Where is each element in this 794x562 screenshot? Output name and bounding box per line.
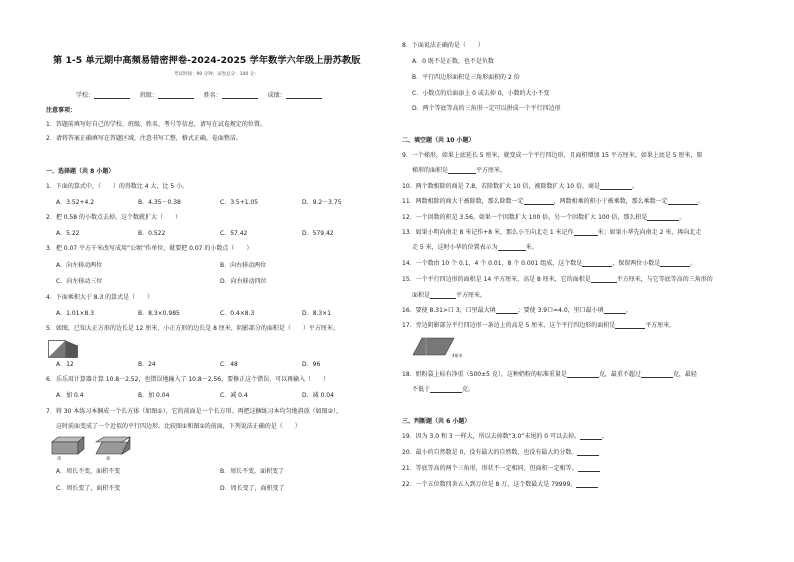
field-name-blank[interactable] <box>222 92 258 99</box>
q9-line1: 9．一个梯形，如果上底延长 5 厘米，就变成一个平行四边形，且面积增加 15 平方厘米，如果上底是 5 厘米，原 <box>402 152 703 159</box>
q15-text-d: 平方厘米。 <box>456 292 487 299</box>
q14-text-c: 。 <box>690 260 697 267</box>
q2-opt-c[interactable]: C．57.42 <box>220 230 248 237</box>
q2-opt-d[interactable]: D．579.42 <box>302 230 334 237</box>
q7-fig-label-2: ② <box>106 456 111 462</box>
q9-line2 <box>412 167 506 174</box>
q15-line1 <box>402 276 713 283</box>
q5-opt-a[interactable]: A．12 <box>56 361 74 368</box>
exam-info: 考试时间：90 分钟；试卷总分：100 分； <box>174 72 259 77</box>
q16-text-c: 。 <box>625 307 632 314</box>
q13-line1 <box>402 229 701 236</box>
q15-blank-2[interactable] <box>430 292 456 299</box>
q2-opt-b[interactable]: B．0.522 <box>138 230 166 237</box>
q11-blank-1[interactable] <box>524 198 554 205</box>
q13-text-c: 走 5 米，这时小华的位置表示为 <box>412 244 498 251</box>
q1-opt-a[interactable]: A．3.52+4.2 <box>56 199 95 206</box>
q18-blank-1[interactable] <box>567 371 599 378</box>
q7-opt-b[interactable]: B．周长不变，面积变了 <box>220 468 285 475</box>
q10-text-b: 。 <box>631 183 638 190</box>
q7-stem-line2: 这时前面变成了一个近似的平行四边形。比较图①和图②的前面，下列说法正确的是（ ） <box>56 423 301 430</box>
q17-blank[interactable] <box>615 322 645 329</box>
q6-opt-d[interactable]: D．减 0.04 <box>302 392 334 399</box>
q18-text-c: 克，最轻 <box>672 371 697 378</box>
field-name-label: 姓名： <box>203 92 222 99</box>
q11-text-a: 11．两数相除的商大于被除数，那么除数一定 <box>402 198 524 205</box>
q3-stem: 3．把 0.07 平方千米改写成用“公顷”作单位，就要把 0.07 的小数点（ ） <box>46 245 253 252</box>
field-class-label: 班级： <box>139 92 158 99</box>
q19-text-end: 。 <box>602 433 609 440</box>
q14-text-a: 14．一个数由 10 个 0.1，4 个 0.01，8 个 0.001 组成，这个数是 <box>402 260 583 267</box>
q13-text-d: 米。 <box>525 244 538 251</box>
q6-opt-c[interactable]: C．减 0.4 <box>220 392 248 399</box>
q20 <box>402 449 599 456</box>
q1-opt-d[interactable]: D．9.2－3.75 <box>302 199 342 206</box>
q19-text: 19．因为 3.0 和 3 一样大，所以去掉数“3.0”末尾的 0 可以去掉。 <box>402 433 581 440</box>
q17-text-a: 17．旁边阴影部分平行四边形一条边上的高是 5 厘米，这个平行四边形的面积是 <box>402 322 616 329</box>
q15-text-a: 15．一个平行四边形的面积是 14 平方厘米，高是 8 厘米，它的面积是 <box>402 276 591 283</box>
field-score-label: 成绩： <box>267 92 286 99</box>
q21-text: 21．等底等高的两个三角形，形状不一定相同，但面积一定相等。 <box>402 465 578 472</box>
q14 <box>402 260 696 267</box>
q7-opt-d[interactable]: D．周长变了，面积变了 <box>220 485 285 492</box>
q17-figure-parallelogram <box>412 335 456 357</box>
q15-text-c: 面积是 <box>412 292 431 299</box>
q9-blank[interactable] <box>448 167 476 174</box>
q2-opt-a[interactable]: A．5.22 <box>56 230 80 237</box>
q15-text-b: 平方厘米，与它等底等高的三角形的 <box>616 276 713 283</box>
notice-1: 1．答题前填写好自己的学校、班级、姓名、考号等信息，请写在试卷规定的位置。 <box>46 121 266 128</box>
q14-blank-2[interactable] <box>660 260 690 267</box>
q22 <box>402 481 598 488</box>
notice-2: 2．请将答案正确填写在答题区域，注意书写工整，格式正确，卷面整洁。 <box>46 135 242 142</box>
q5-figure-squares <box>48 336 94 358</box>
q5-opt-c[interactable]: C．48 <box>220 361 238 368</box>
q18-blank-3[interactable] <box>430 386 462 393</box>
q16-text-b: ；要使 3.9口≈4.0，里口最小填 <box>517 307 604 314</box>
q21-blank[interactable] <box>578 465 600 472</box>
q11-blank-2[interactable] <box>668 198 698 205</box>
q4-opt-c[interactable]: C．0.4×8.3 <box>220 310 255 317</box>
q12 <box>402 214 685 221</box>
section-choice-title: 一、选择题（共 8 小题） <box>46 168 115 175</box>
q4-stem: 4．下面乘积大于 8.3 的算式是（ ） <box>46 294 154 301</box>
notice-title: 注意事项： <box>46 107 77 114</box>
q18-line1 <box>402 371 697 378</box>
q10-text-a: 10．两个数相除的商是 7.8，若除数扩大 10 倍，被除数扩大 10 倍，商是 <box>402 183 600 190</box>
q11-text-c: 。 <box>697 198 704 205</box>
q7-opt-c[interactable]: C．周长变了，面积不变 <box>56 485 121 492</box>
q18-text-e: 克。 <box>462 386 475 393</box>
q13-blank-2[interactable] <box>498 244 526 251</box>
q8-stem: 8．下面说法正确的是（ ） <box>402 42 484 49</box>
q12-blank[interactable] <box>647 214 679 221</box>
q13-line2 <box>412 244 538 251</box>
q7-figure-books <box>50 434 134 460</box>
q19 <box>402 433 608 440</box>
q1-opt-c[interactable]: C．3.5+1.05 <box>220 199 259 206</box>
q18-text-a: 18．奶粉袋上标有净重（500±5 克），这种奶粉的标准重量是 <box>402 371 567 378</box>
q10 <box>402 183 638 190</box>
field-school-blank[interactable] <box>94 92 130 99</box>
q1-stem: 1．下面的算式中，（ ）的得数比 4 大，比 5 小。 <box>46 183 189 190</box>
q15-line2 <box>412 292 486 299</box>
q8-opt-b[interactable]: B．平行四边形面积是三角形面积的 2 倍 <box>412 74 520 81</box>
q7-stem-line1: 7．将 30 本练习本捆成一个长方体（如图①），它的前面是一个长方形。再把这捆练习本均匀地斜放（如图②）， <box>46 408 343 415</box>
q10-blank[interactable] <box>600 183 632 190</box>
q17-text-b: 平方厘米。 <box>645 322 676 329</box>
q8-opt-a[interactable]: A．0 既不是正数，也不是负数 <box>412 58 494 65</box>
q3-opt-a[interactable]: A．向左移动两位 <box>56 262 103 269</box>
q21 <box>402 465 600 472</box>
q18-text-b: 克，最重不超过 <box>598 371 641 378</box>
q13-text-a: 13．如果小明向南走 8 米记作+8 米，那么小王向北走 1 米记作 <box>402 229 574 236</box>
q22-blank[interactable] <box>576 481 598 488</box>
q16-text-a: 16．要使 8.31>口 3，口里最大填 <box>402 307 496 314</box>
section-fill-title: 二、填空题（共 10 小题） <box>402 137 475 144</box>
q8-opt-c[interactable]: C．小数点的后面添上 0 或去掉 0，小数的大小不变 <box>412 90 550 97</box>
q12-text-b: 。 <box>679 214 686 221</box>
q6-opt-b[interactable]: B．加 0.04 <box>138 392 170 399</box>
q20-blank[interactable] <box>577 449 599 456</box>
q5-opt-b[interactable]: B．24 <box>138 361 156 368</box>
page-title: 第 1-5 单元期中高频易错密押卷-2024-2025 学年数学六年级上册苏教版 <box>53 55 361 66</box>
q3-opt-d[interactable]: D．向右移动四位 <box>220 278 267 285</box>
field-class-blank[interactable] <box>158 92 194 99</box>
section-judge-title: 三、判断题（共 6 小题） <box>402 418 471 425</box>
q4-opt-b[interactable]: B．8.3×0.985 <box>138 310 180 317</box>
q17-fig-label: 4厘米 <box>452 353 463 358</box>
q15-blank-1[interactable] <box>591 276 617 283</box>
q13-text-b: 米；如果小华先向南走 2 米，再向北走 <box>597 229 702 236</box>
info-fields <box>76 92 322 99</box>
q20-text: 20．最小的自然数是 0，没有最大的自然数，也没有最大的分数。 <box>402 449 578 456</box>
field-score-blank[interactable] <box>286 92 322 99</box>
q6-stem: 6．乐乐用计算器计算 10.8－2.52，也错误地输入了 10.8－2.56，要修正这个错误，可以再输入（ ） <box>46 376 330 383</box>
q14-text-b: ，保留两位小数是 <box>612 260 661 267</box>
q4-opt-a[interactable]: A．1.01×8.3 <box>56 310 95 317</box>
q22-text: 22．一个五位数四舍五入到万位是 8 万，这个数最大是 79999。 <box>402 481 577 488</box>
q8-opt-d[interactable]: D．两个等底等高的三角形一定可以拼成一个平行四边形 <box>412 105 561 112</box>
q12-text-a: 12．一个因数的积是 3.56，如果一个因数扩大 100 倍，另一个因数扩大 100 倍，那么积是 <box>402 214 648 221</box>
q1-opt-b[interactable]: B．4.35－0.38 <box>138 199 181 206</box>
q19-blank[interactable] <box>580 433 602 440</box>
q18-line2 <box>412 386 474 393</box>
q13-blank-1[interactable] <box>574 229 598 236</box>
q18-blank-2[interactable] <box>641 371 673 378</box>
q11-text-b: ，两数相乘的积小于被乘数，那么乘数一定 <box>553 198 668 205</box>
q17 <box>402 322 675 329</box>
q9-text-a: 梯形的面积是 <box>412 167 449 174</box>
q14-blank-1[interactable] <box>582 260 612 267</box>
q16 <box>402 307 632 314</box>
q5-opt-d[interactable]: D．96 <box>302 361 321 368</box>
q5-stem: 5．如图，已知大正方形的边长是 12 厘米，小正方形的边长是 8 厘米，阴影部分的面积是（ ）平方厘米。 <box>46 325 339 332</box>
q4-opt-d[interactable]: D．8.3×1 <box>302 310 332 317</box>
q16-blank-1[interactable] <box>496 307 518 314</box>
q7-fig-label-1: ① <box>57 456 62 462</box>
field-school-label: 学校： <box>76 92 95 99</box>
q11 <box>402 198 704 205</box>
q2-stem: 2．把 0.58 的小数点去掉，这个数就扩大（ ） <box>46 214 181 221</box>
q9-text-b: 平方厘米。 <box>476 167 507 174</box>
q3-opt-c[interactable]: C．向左移动三位 <box>56 278 103 285</box>
q18-text-d: 不低于 <box>412 386 431 393</box>
q3-opt-b[interactable]: B．向右移动两位 <box>220 262 267 269</box>
q6-opt-a[interactable]: A．加 0.4 <box>56 392 84 399</box>
q7-opt-a[interactable]: A．周长不变，面积不变 <box>56 468 121 475</box>
q16-blank-2[interactable] <box>604 307 626 314</box>
